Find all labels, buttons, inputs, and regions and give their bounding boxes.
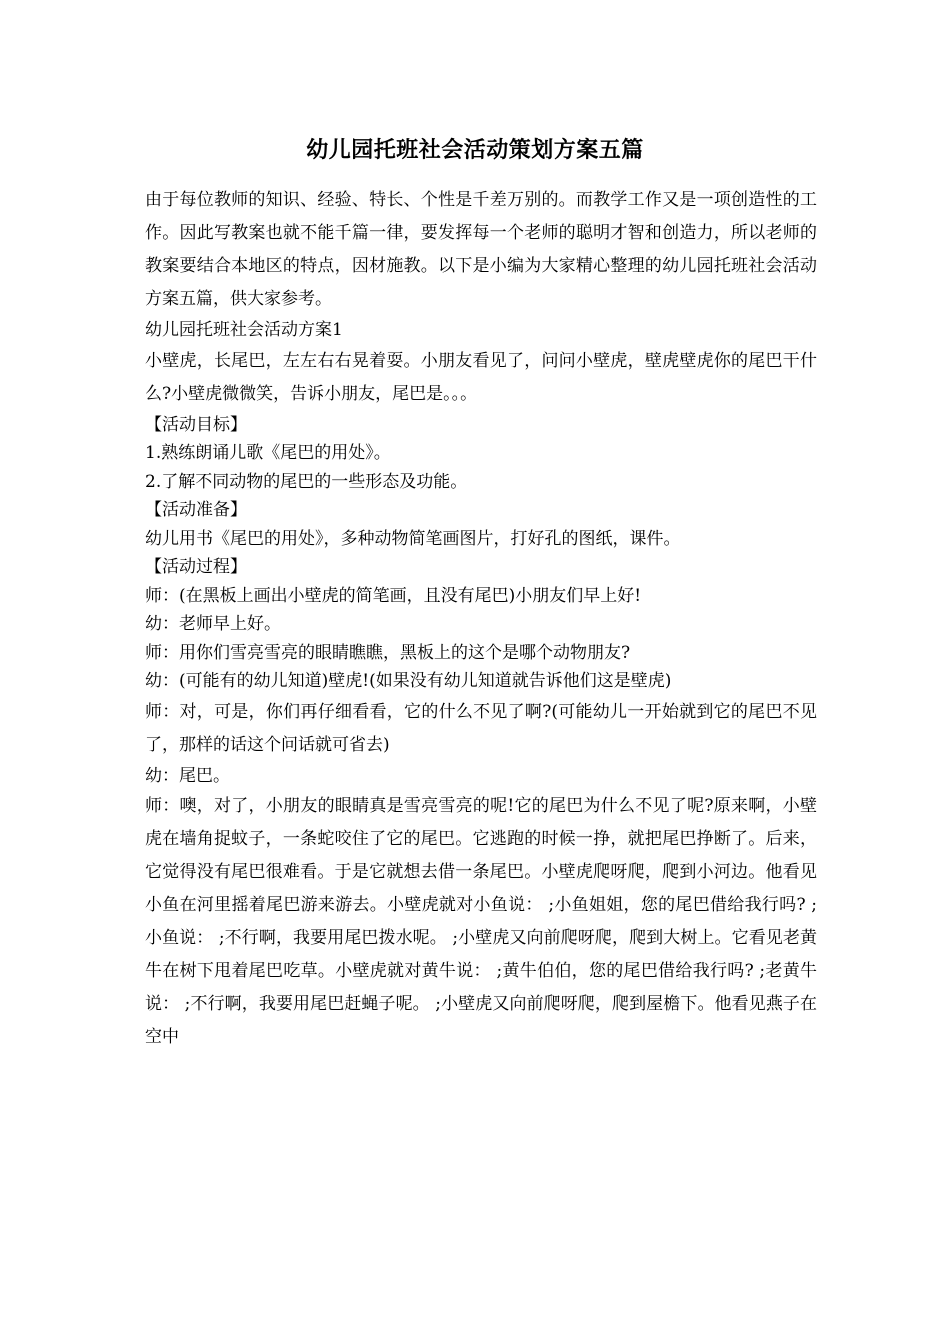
dialogue-line: 幼：老师早上好。 [145, 614, 281, 634]
dialogue-line: 师：用你们雪亮雪亮的眼睛瞧瞧，黑板上的这个是哪个动物朋友? [145, 642, 631, 663]
rhyme-paragraph: 小壁虎，长尾巴，左左右右晃着耍。小朋友看见了，问问小壁虎，壁虎壁虎你的尾巴干什么?小壁虎微微笑，告诉小朋友，尾巴是。。。 [145, 350, 817, 404]
goal-item: 1.熟练朗诵儿歌《尾巴的用处》。 [145, 443, 391, 463]
document-title: 幼儿园托班社会活动策划方案五篇 [306, 137, 644, 163]
heading-preparation: 【活动准备】 [145, 500, 247, 520]
intro-paragraph: 由于每位教师的知识、经验、特长、个性是千差万别的。而教学工作又是一项创造性的工作。因此写教案也就不能千篇一律，要发挥每一个老师的聪明才智和创造力，所以老师的教案要结合本地区的特点，因材施教。以下是小编为大家精心整理的幼儿园托班社会活动方案五篇，供大家参考。 [145, 190, 817, 309]
document-body [145, 184, 817, 1054]
goal-item: 2.了解不同动物的尾巴的一些形态及功能。 [145, 471, 468, 492]
heading-process: 【活动过程】 [145, 557, 247, 577]
dialogue-line: 幼：(可能有的幼儿知道)壁虎!(如果没有幼儿知道就告诉他们这是壁虎) [145, 671, 672, 691]
dialogue-line: 幼：尾巴。 [145, 765, 230, 786]
section-heading: 幼儿园托班社会活动方案1 [145, 320, 343, 340]
story-paragraph: 师：噢，对了，小朋友的眼睛真是雪亮雪亮的呢!它的尾巴为什么不见了呢?原来啊，小壁虎在墙角捉蚊子，一条蛇咬住了它的尾巴。它逃跑的时候一挣，就把尾巴挣断了。后来，它觉得没有尾巴很难看。于是它就想去借一条尾巴。小壁虎爬呀爬，爬到小河边。他看见小鱼在河里摇着尾巴游来游去。小壁虎就对小鱼说： ;小鱼姐姐，您的尾巴借给我行吗? ;小鱼说： ;不行啊，我要用尾巴拨水呢。 ;小壁虎又向前爬呀爬，爬到大树上。它看见老黄牛在树下甩着尾巴吃草。小壁虎就对黄牛说： ;黄牛伯伯，您的尾巴借给我行吗? ;老黄牛说： ;不行啊，我要用尾巴赶蝇子呢。 ;小壁虎又向前爬呀爬，爬到屋檐下。他看见燕子在空中 [145, 796, 817, 1047]
dialogue-line: 师：(在黑板上画出小壁虎的简笔画，且没有尾巴)小朋友们早上好! [145, 585, 642, 606]
preparation-paragraph: 幼儿用书《尾巴的用处》，多种动物简笔画图片，打好孔的图纸，课件。 [145, 528, 681, 549]
dialogue-line: 师：对，可是，你们再仔细看看，它的什么不见了啊?(可能幼儿一开始就到它的尾巴不见了，那样的话这个问话就可省去) [145, 701, 817, 755]
heading-goals: 【活动目标】 [145, 414, 247, 435]
